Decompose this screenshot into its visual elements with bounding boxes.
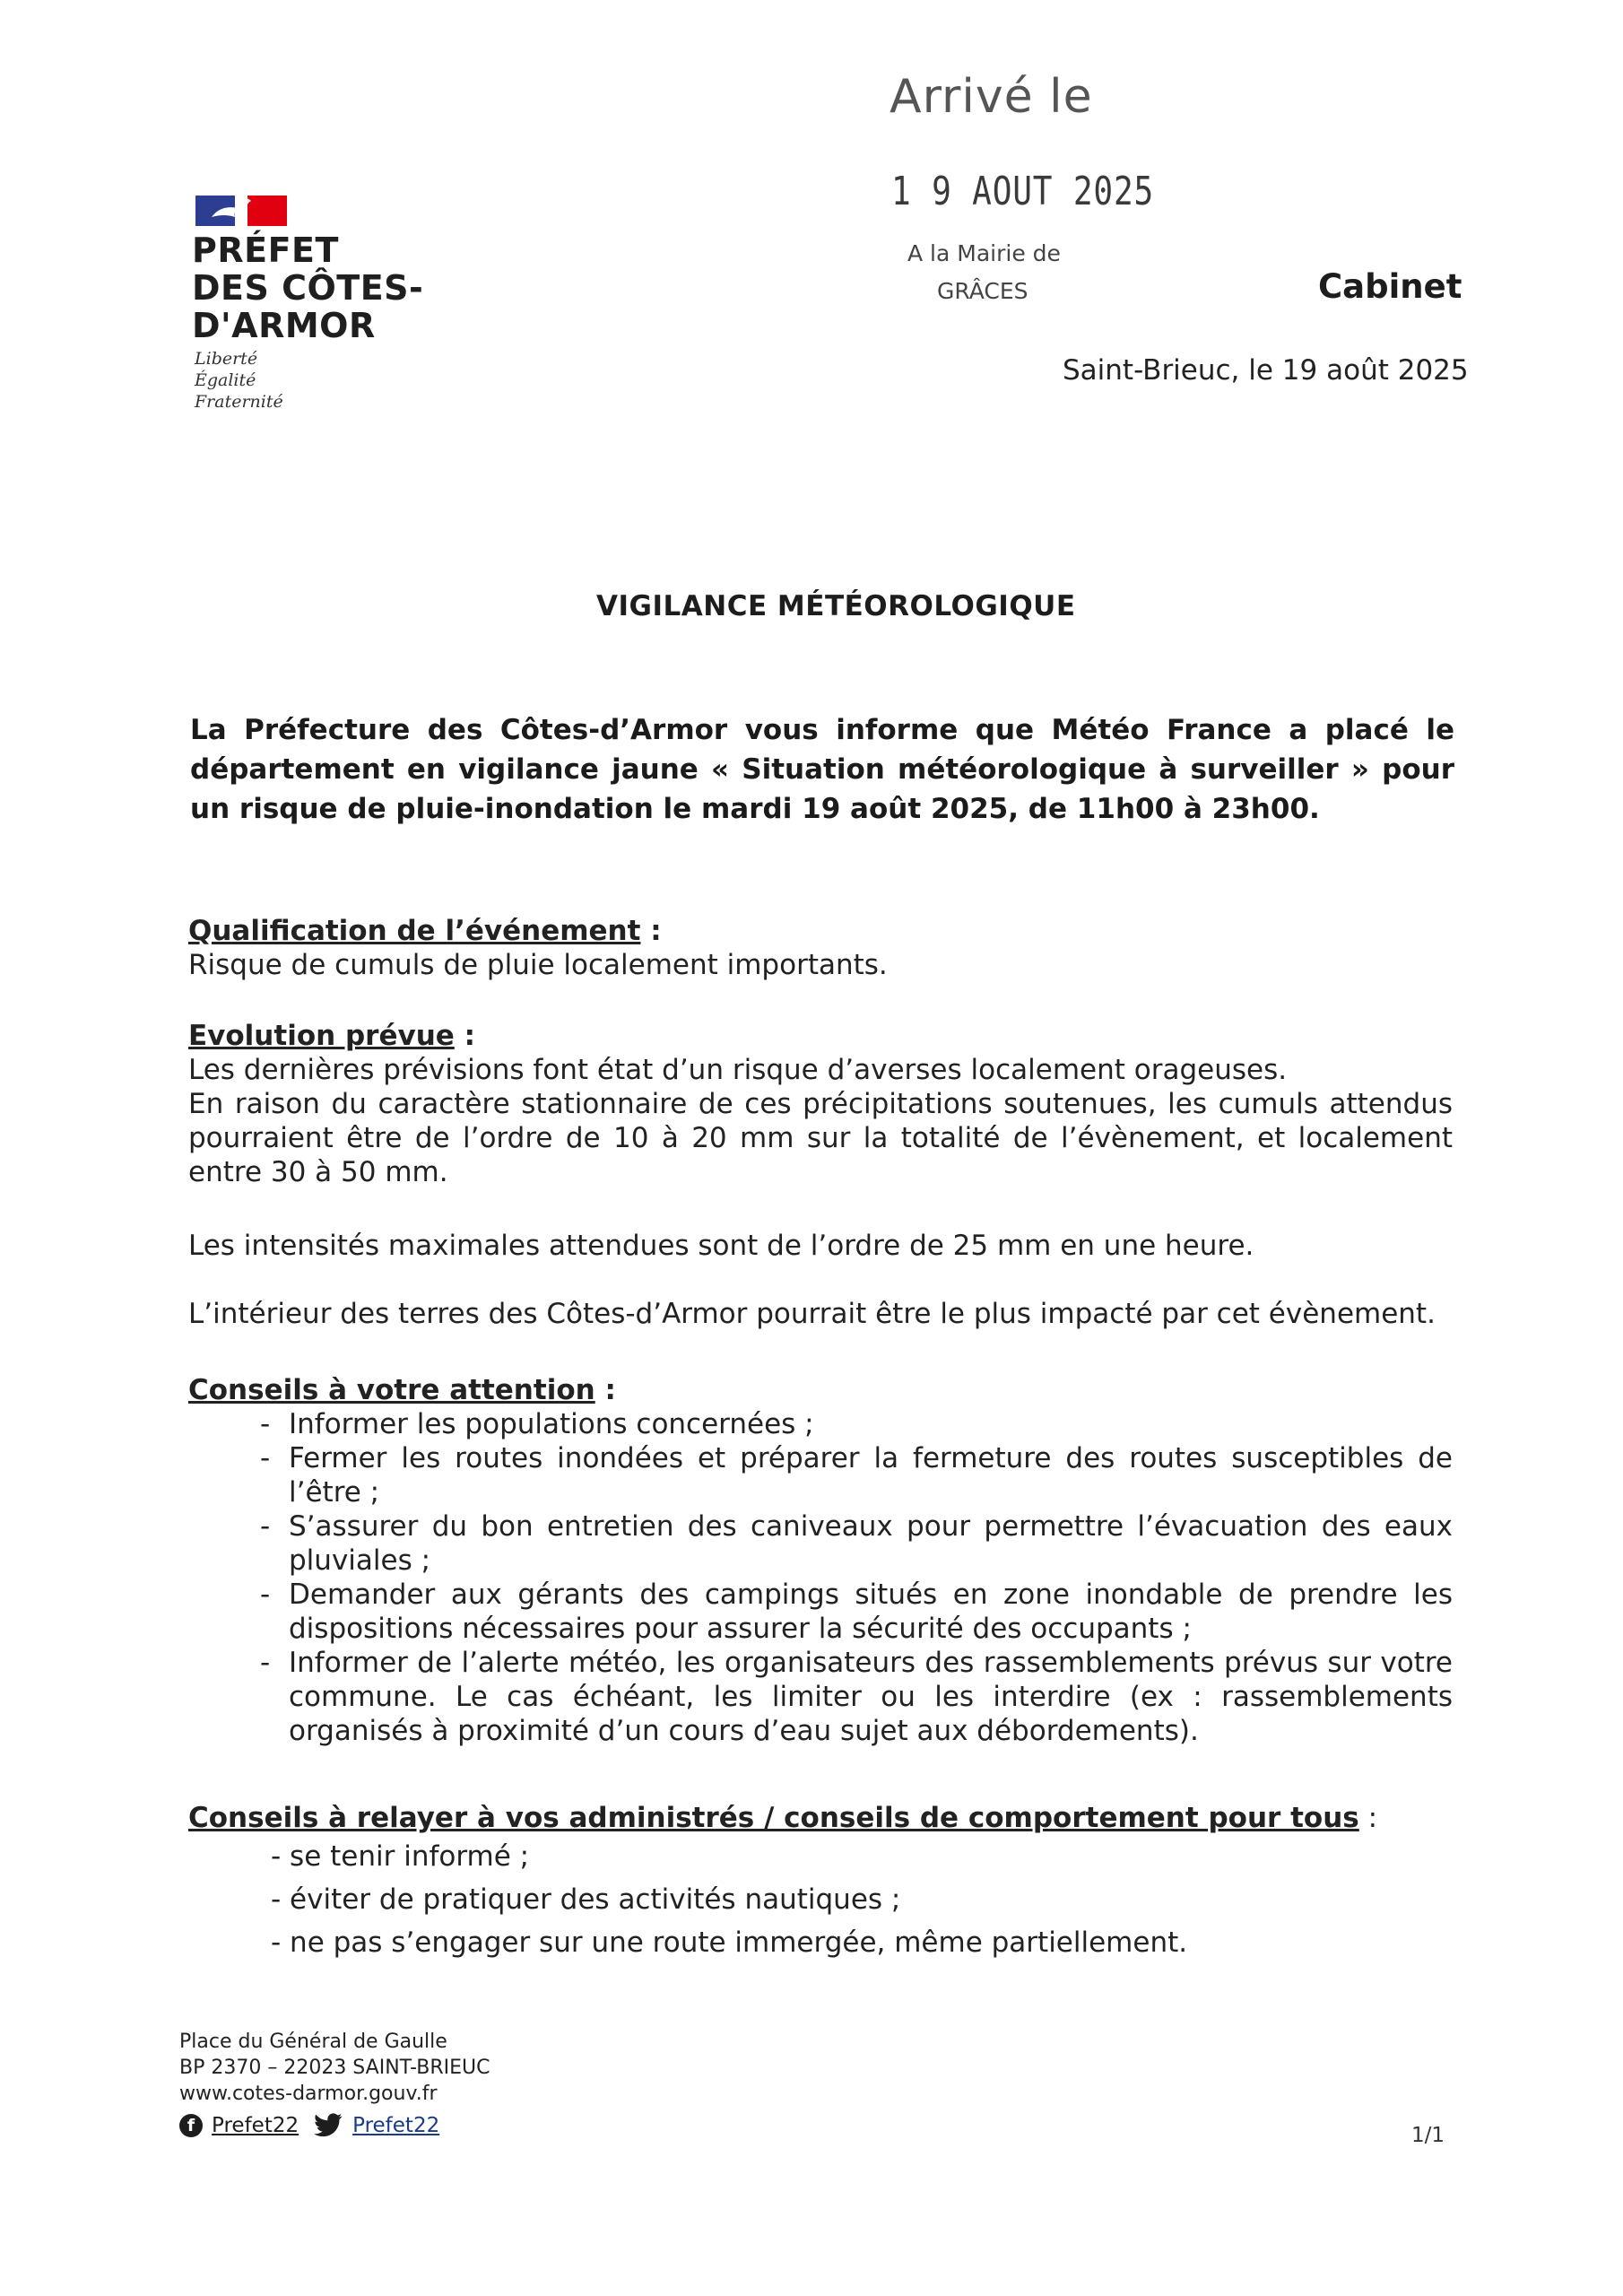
reception-stamp-label: Arrivé le bbox=[890, 70, 1093, 124]
qualification-text: Risque de cumuls de pluie localement importants. bbox=[188, 949, 888, 981]
twitter-link[interactable]: Prefet22 bbox=[352, 2114, 440, 2137]
section-qualification: Qualification de l’événement : Risque de cumuls de pluie localement importants. bbox=[188, 914, 1453, 982]
social-links bbox=[179, 2113, 439, 2138]
list-item: - Informer les populations concernées ; bbox=[260, 1407, 1453, 1441]
facebook-icon: f bbox=[179, 2114, 203, 2137]
evolution-paragraph: En raison du caractère stationnaire de ces précipitations soutenues, les cumuls attendus pourraient être de l’ordre de 10 à 20 mm sur la totalité de l’évènement, et localement entre 30 à 50 mm. bbox=[188, 1088, 1453, 1188]
section-evolution: Evolution prévue : Les dernières prévisions font état d’un risque d’averses localement orageuses. En raison du caractère stationnaire de ces précipitations soutenues, les cumuls attendus pourraient être de l’ordre de 10 à 20 mm sur la totalité de l’évènement, et localement entre 30 à 50 mm. Les intensités maximales attendues sont de l’ordre de 25 mm en une heure. L’intérieur des terres des Côtes-d’Armor pourrait être le plus impacté par cet évènement. bbox=[188, 1020, 1453, 1330]
address-line: BP 2370 – 22023 SAINT-BRIEUC bbox=[179, 2057, 490, 2079]
conseils-list bbox=[188, 1407, 1453, 1748]
list-item: - ne pas s’engager sur une route immergée, même partiellement. bbox=[271, 1926, 1188, 1959]
section-conseils: Conseils à votre attention : - Informer les populations concernées ; - Fermer les routes inondées et préparer la fermeture des routes susceptibles de l’être ; - S’assurer du bon entretien des caniveaux pour permettre l’évacuation des eaux pluviales ; - Demander aux gérants des campings situés en zone inondable de prendre les dispositions nécessaires pour assurer la sécurité des occupants ; - Informer de l’alerte météo, les organisateurs des rassemblements prévus sur votre commune. Le cas échéant, les limiter ou les interdire (ex : rassemblements organisés à proximité d’un cours d’eau sujet aux débordements). bbox=[188, 1373, 1453, 1748]
section-heading: Conseils à relayer à vos administrés / conseils de comportement pour tous bbox=[188, 1802, 1359, 1834]
prefecture-name-line: DES CÔTES- bbox=[192, 268, 424, 308]
facebook-link[interactable]: Prefet22 bbox=[212, 2114, 299, 2137]
list-item: - Informer de l’alerte météo, les organisateurs des rassemblements prévus sur votre commune. Le cas échéant, les limiter ou les interdire (ex : rassemblements organisés à proximité d’un cours d’eau sujet aux débordements). bbox=[260, 1646, 1453, 1748]
document-title: VIGILANCE MÉTÉOROLOGIQUE bbox=[596, 590, 1076, 622]
website-link[interactable]: www.cotes-darmor.gouv.fr bbox=[179, 2083, 438, 2105]
place-and-date: Saint-Brieuc, le 19 août 2025 bbox=[1063, 354, 1469, 387]
section-heading: Conseils à votre attention bbox=[188, 1374, 595, 1406]
page-number: 1/1 bbox=[1411, 2124, 1445, 2147]
section-relayer: Conseils à relayer à vos administrés / conseils de comportement pour tous : - se tenir informé ; - éviter de pratiquer des activités nautiques ; - ne pas s’engager sur une route immergée, même partiellement. bbox=[188, 1801, 1453, 1964]
section-heading: Qualification de l’événement bbox=[188, 915, 641, 947]
prefecture-name bbox=[192, 231, 423, 344]
intro-paragraph: La Préfecture des Côtes-d’Armor vous informe que Météo France a placé le département en vigilance jaune « Situation météorologique à surveiller » pour un risque de pluie-inondation le mardi 19 août 2025, de 11h00 à 23h00. bbox=[190, 714, 1454, 825]
list-item: - éviter de pratiquer des activités nautiques ; bbox=[271, 1883, 901, 1916]
reception-stamp-commune: GRÂCES bbox=[937, 278, 1028, 304]
marianne-logo bbox=[195, 190, 287, 228]
list-item: - se tenir informé ; bbox=[271, 1840, 530, 1873]
evolution-paragraph: Les dernières prévisions font état d’un risque d’averses localement orageuses. bbox=[188, 1054, 1288, 1086]
motto-line: Fraternité bbox=[195, 392, 283, 412]
service-name: Cabinet bbox=[1318, 267, 1462, 306]
prefecture-name-line: PRÉFET bbox=[192, 230, 339, 270]
twitter-icon bbox=[313, 2113, 343, 2138]
evolution-paragraph: Les intensités maximales attendues sont de l’ordre de 25 mm en une heure. bbox=[188, 1230, 1254, 1262]
evolution-paragraph: L’intérieur des terres des Côtes-d’Armor pourrait être le plus impacté par cet évènement. bbox=[188, 1298, 1436, 1330]
relayer-list bbox=[188, 1835, 1453, 1964]
reception-stamp-mairie: A la Mairie de bbox=[907, 240, 1061, 266]
list-item: - Fermer les routes inondées et préparer la fermeture des routes susceptibles de l’être ; bbox=[260, 1441, 1453, 1509]
list-item: - S’assurer du bon entretien des caniveaux pour permettre l’évacuation des eaux pluviales ; bbox=[260, 1509, 1453, 1578]
footer-address bbox=[179, 2029, 490, 2107]
motto-line: Liberté bbox=[195, 349, 258, 369]
reception-stamp-date: 1 9 AOUT 2025 bbox=[891, 169, 1155, 214]
address-line: Place du Général de Gaulle bbox=[179, 2031, 447, 2053]
prefecture-name-line: D'ARMOR bbox=[192, 306, 376, 345]
list-item: - Demander aux gérants des campings situés en zone inondable de prendre les dispositions nécessaires pour assurer la sécurité des occupants ; bbox=[260, 1578, 1453, 1646]
section-heading: Evolution prévue bbox=[188, 1020, 455, 1052]
motto-line: Égalité bbox=[195, 370, 256, 390]
republic-motto bbox=[195, 348, 283, 413]
